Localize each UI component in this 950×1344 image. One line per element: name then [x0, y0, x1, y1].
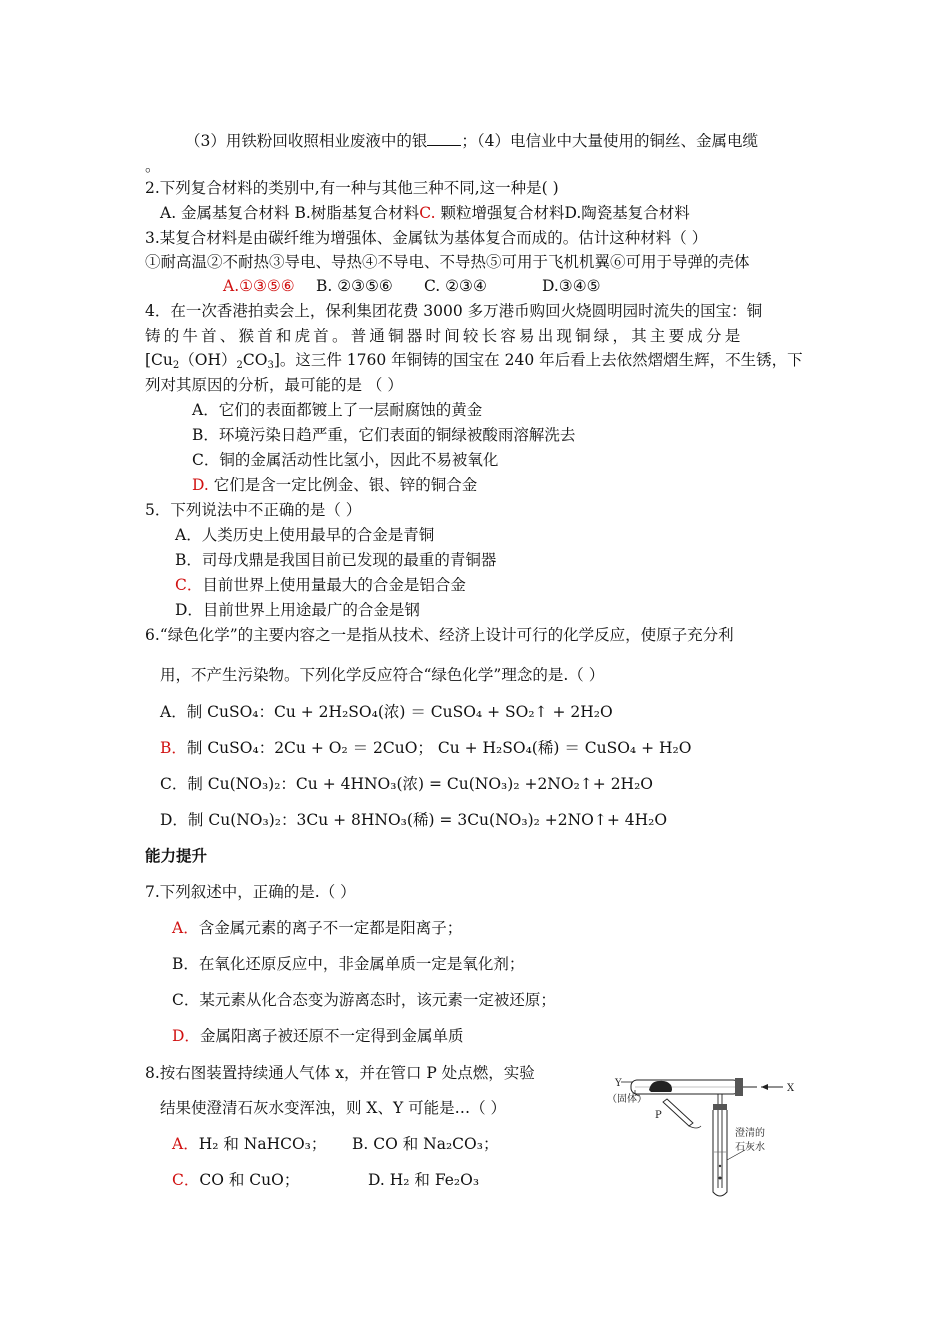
label-p: P [655, 1110, 662, 1121]
answer-blank [427, 130, 461, 146]
q5-option-b: B．司母戊鼎是我国目前已发现的最重的青铜器 [175, 551, 497, 569]
q8-option-c [172, 1170, 299, 1190]
label-water-1: 澄清的 [735, 1128, 765, 1139]
q4-formula-part: （OH） [179, 351, 237, 369]
q8-line2: 结果使澄清石灰水变浑浊，则 X、Y 可能是…（ ） [160, 1099, 507, 1117]
test-tube [713, 1110, 727, 1196]
q7-option-a-text: 含金属元素的离子不一定都是阳离子； [198, 919, 463, 937]
q6-answer-letter: B． [160, 739, 187, 757]
q8-line1: 8.按右图装置持续通人气体 x，并在管口 P 处点燃，实验 [145, 1064, 535, 1082]
section-title: 能力提升 [145, 847, 208, 865]
q3-part4-text: ；（4）电信业中大量使用的铜丝、金属电缆 [461, 132, 758, 150]
q6-option-b [160, 738, 691, 758]
q7-option-b: B．在氧化还原反应中，非金属单质一定是氧化剂； [172, 955, 525, 973]
q3-part3-line [185, 130, 758, 151]
q5-answer-letter: C． [175, 576, 203, 594]
label-water-2: 石灰水 [735, 1142, 765, 1153]
q4-formula-part: [Cu [145, 351, 173, 369]
q7-answer-letter-d: D． [172, 1027, 200, 1045]
q4-sub: 2 [236, 360, 243, 371]
test-tube-stopper [713, 1104, 727, 1110]
q8-option-a-text: H₂ 和 NaHCO₃； [198, 1135, 327, 1153]
q8-option-a [172, 1134, 326, 1154]
q3-part3-text: （3）用铁粉回收照相业废液中的银 [185, 132, 428, 150]
q4-formula-part: CO [242, 351, 268, 369]
q6-option-b-text: 制 CuSO₄：2Cu + O₂ ＝ 2CuO； Cu + H₂SO₄(稀) ＝ CuSO₄ + H₂O [186, 739, 692, 757]
q2-stem: 2.下列复合材料的类别中,有一种与其他三种不同,这一种是( ) [145, 179, 559, 197]
q4-line3-rest: ]。这三件 1760 年铜铸的国宝在 240 年后看上去依然熠熠生辉，不生锈，下 [273, 351, 803, 369]
label-y: Y [615, 1078, 622, 1089]
q2-options [160, 203, 690, 223]
q3b-option-a: A.①③⑤⑥ [223, 277, 295, 295]
label-solid: （固体） [607, 1094, 647, 1105]
q3b-option-d: D.③④⑤ [542, 277, 601, 295]
q4-option-d [192, 475, 477, 495]
q4-sub: 3 [267, 360, 274, 371]
stopper-right [735, 1078, 743, 1096]
q3b-stem: 3.某复合材料是由碳纤维为增强体、金属钛为基体复合而成的。估计这种材料（ ） [145, 229, 708, 247]
q7-stem: 7.下列叙述中，正确的是.（ ） [145, 883, 356, 901]
q6-option-c: C．制 Cu(NO₃)₂：Cu + 4HNO₃(浓) = Cu(NO₃)₂ +2NO₂↑+ 2H₂O [160, 775, 653, 793]
q3b-option-c: C. ②③④ [424, 277, 487, 295]
q6-option-d: D．制 Cu(NO₃)₂：3Cu + 8HNO₃(稀) = 3Cu(NO₃)₂ +2NO↑+ 4H₂O [160, 811, 668, 829]
q4-line1: 4．在一次香港拍卖会上，保利集团花费 3000 多万港币购回火烧圆明园时流失的国宝：铜 [145, 302, 763, 320]
q5-option-c-text: 目前世界上使用量最大的合金是铝合金 [202, 576, 466, 594]
q7-answer-letter-a: A． [172, 919, 199, 937]
q7-option-a [172, 918, 462, 938]
q8-option-d: D. H₂ 和 Fe₂O₃ [368, 1171, 480, 1189]
q8-answer-letter-a: A． [172, 1135, 199, 1153]
q6-line1: 6.“绿色化学”的主要内容之一是指从技术、经济上设计可行的化学反应，使原子充分利 [145, 626, 734, 644]
solid-sample [649, 1081, 672, 1092]
label-x: X [787, 1083, 795, 1094]
q4-option-c: C．铜的金属活动性比氢小，因此不易被氧化 [192, 451, 499, 469]
q4-option-a: A．它们的表面都镀上了一层耐腐蚀的黄金 [192, 401, 483, 419]
q7-option-c: C．某元素从化合态变为游离态时，该元素一定被还原； [172, 991, 556, 1009]
q3b-option-b: B. ②③⑤⑥ [316, 277, 393, 295]
q3b-properties: ①耐高温②不耐热③导电、导热④不导电、不导热⑤可用于飞机机翼⑥可用于导弹的壳体 [145, 253, 750, 271]
q4-option-d-text: 它们是含一定比例金、银、锌的铜合金 [208, 476, 478, 494]
q4-line4: 列对其原因的分析，最可能的是 （ ） [145, 376, 403, 394]
q5-option-a: A．人类历史上使用最早的合金是青铜 [175, 526, 435, 544]
q4-line2: 铸的牛首、猴首和虎首。普通铜器时间较长容易出现铜绿，其主要成分是 [145, 327, 744, 345]
q7-option-d [172, 1026, 463, 1046]
apparatus-diagram [605, 1068, 805, 1203]
q5-option-c [175, 575, 466, 595]
bubble [719, 1177, 722, 1180]
q2-options-ab: A. 金属基复合材料 B.树脂基复合材料 [160, 204, 420, 222]
q7-option-d-text: 金属阳离子被还原不一定得到金属单质 [199, 1027, 464, 1045]
nozzle-tip [689, 1126, 701, 1128]
q6-line2: 用，不产生污染物。下列化学反应符合“绿色化学”理念的是.（ ） [160, 666, 605, 684]
q4-answer-letter: D. [192, 476, 209, 494]
nozzle-p [663, 1099, 693, 1126]
q4-line3 [145, 350, 803, 370]
q6-option-a: A．制 CuSO₄：Cu + 2H₂SO₄(浓) ＝ CuSO₄ + SO₂↑ + 2H₂O [160, 703, 613, 721]
q3-line2: 。 [145, 157, 161, 175]
q2-answer-letter: C. [419, 204, 436, 222]
bubble [719, 1165, 721, 1167]
q5-stem: 5．下列说法中不正确的是（ ） [145, 501, 362, 519]
q8-option-c-text: CO 和 CuO； [199, 1171, 300, 1189]
arrow-left-icon [761, 1084, 768, 1090]
q2-options-cd: 颗粒增强复合材料D.陶瓷基复合材料 [435, 204, 690, 222]
q4-sub: 2 [172, 360, 180, 371]
q4-option-b: B．环境污染日趋严重，它们表面的铜绿被酸雨溶解洗去 [192, 426, 576, 444]
q8-answer-letter-c: C． [172, 1171, 200, 1189]
q8-option-b: B. CO 和 Na₂CO₃； [352, 1135, 499, 1153]
q5-option-d: D．目前世界上用途最广的合金是钢 [175, 601, 420, 619]
